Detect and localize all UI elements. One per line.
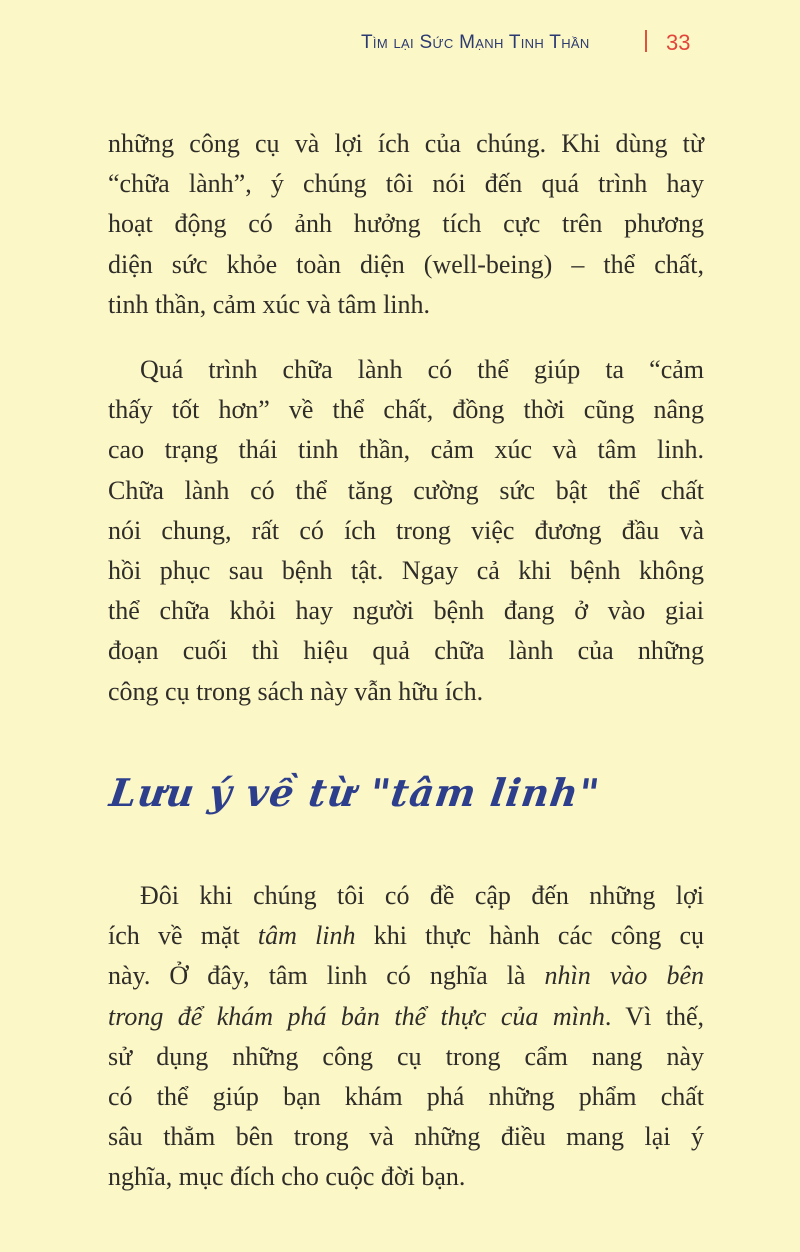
- text-line: Chữa lành có thể tăng cường sức bật thể chất: [108, 475, 704, 505]
- text-line: tinh thần, cảm xúc và tâm linh.: [108, 289, 431, 319]
- text-line: diện sức khỏe toàn diện (well-being) – thể chất,: [108, 249, 704, 279]
- text-line: sâu thẳm bên trong và những điều mang lại ý: [108, 1122, 704, 1152]
- text-line: thấy tốt hơn” về thể chất, đồng thời cũng nâng: [108, 395, 704, 425]
- emphasis-text: tâm linh: [257, 921, 356, 951]
- text-run: này. Ở đây, tâm linh có nghĩa là: [108, 961, 545, 991]
- text-line: Đôi khi chúng tôi có đề cập đến những lợi: [140, 881, 704, 910]
- emphasis-text: trong để khám phá bản thể thực của mình: [108, 1001, 605, 1031]
- text-line: nói chung, rất có ích trong việc đương đầu và: [108, 515, 704, 545]
- text-line: hồi phục sau bệnh tật. Ngay cả khi bệnh không: [108, 556, 704, 586]
- running-title: Tìm lại Sức Mạnh Tinh Thần: [361, 32, 590, 53]
- text-line: Quá trình chữa lành có thể giúp ta “cảm: [140, 355, 704, 384]
- text-line: nghĩa, mục đích cho cuộc đời bạn.: [108, 1162, 466, 1192]
- header-separator: [645, 30, 647, 52]
- text-line: công cụ trong sách này vẫn hữu ích.: [108, 676, 484, 706]
- running-header: [0, 30, 800, 60]
- text-line: đoạn cuối thì hiệu quả chữa lành của những: [108, 636, 704, 666]
- text-line: những công cụ và lợi ích của chúng. Khi dùng từ: [108, 129, 704, 158]
- text-run: khi thực hành các công cụ: [355, 921, 704, 951]
- text-run: ích về mặt: [108, 921, 258, 951]
- text-line: [108, 956, 704, 996]
- text-line: “chữa lành”, ý chúng tôi nói đến quá trình hay: [108, 169, 704, 199]
- paragraph-3: [108, 876, 704, 1198]
- text-line: thể chữa khỏi hay người bệnh đang ở vào giai: [108, 596, 704, 626]
- text-line: sử dụng những công cụ trong cẩm nang này: [108, 1041, 704, 1071]
- text-line: có thể giúp bạn khám phá những phẩm chất: [108, 1082, 704, 1112]
- text-line: cao trạng thái tinh thần, cảm xúc và tâm linh.: [108, 435, 704, 465]
- paragraph-1: [108, 124, 704, 325]
- text-line: [108, 916, 704, 956]
- text-line: hoạt động có ảnh hưởng tích cực trên phương: [108, 209, 704, 239]
- emphasis-text: nhìn vào bên: [544, 961, 704, 991]
- text-run: . Vì thế,: [604, 1001, 704, 1031]
- section-heading: Lưu ý về từ "tâm linh": [106, 770, 603, 815]
- paragraph-2: [108, 350, 704, 712]
- page-number: 33: [666, 30, 691, 55]
- text-line: [108, 997, 704, 1037]
